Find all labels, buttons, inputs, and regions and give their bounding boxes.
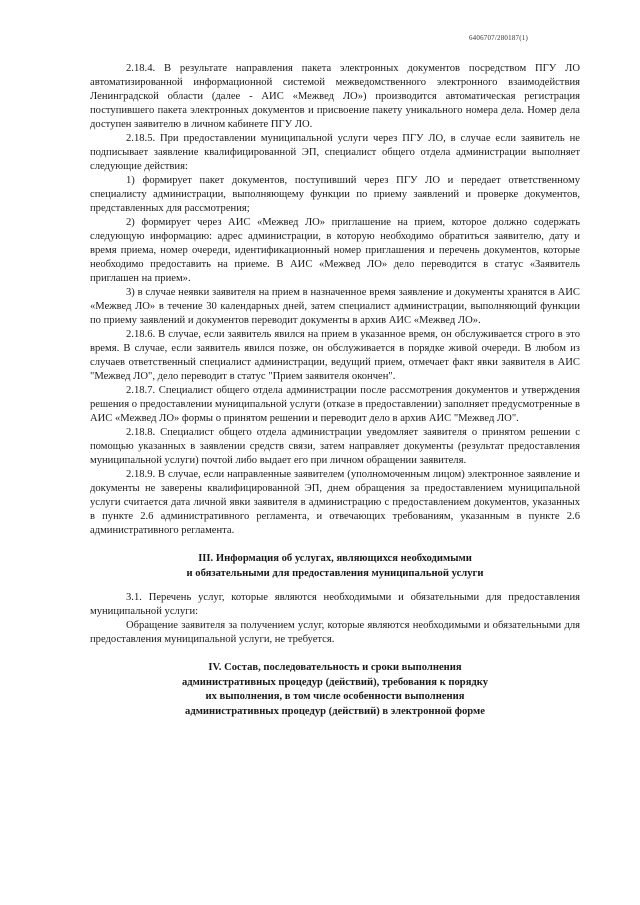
section-4-title-line: их выполнения, в том числе особенности выполнения [205, 691, 465, 702]
list-item-2: 2) формирует через АИС «Межвед ЛО» приглашение на прием, которое должно содержать следующую информацию: адрес администрации, в которую необходимо обратиться заявителю, дату и время приема, номер очереди, идентификационный номер приглашения и перечень документов, которые необходимо предоставить на приеме. В АИС «Межвед ЛО» дело переводится в статус «Заявитель приглашен на прием». [90, 217, 580, 284]
paragraph-2-18-4: 2.18.4. В результате направления пакета электронных документов посредством ПГУ ЛО автоматизированной информационной системой межведомственного электронного взаимодействия Ленинградской области (далее - АИС «Межвед ЛО») производится автоматическая регистрация поступившего пакета электронных документов и присвоение пакету уникального номера дела. Номер дела доступен заявителю в личном кабинете ПГУ ЛО. [90, 63, 580, 130]
paragraph-2-18-5: 2.18.5. При предоставлении муниципальной услуги через ПГУ ЛО, в случае если заявитель не подписывает заявление квалифицированной ЭП, специалист общего отдела администрации выполняет следующие действия: [90, 133, 580, 172]
paragraph-2-18-8: 2.18.8. Специалист общего отдела администрации уведомляет заявителя о принятом решении с помощью указанных в заявлении средств связи, затем направляет документы (результат предоставления муниципальной услуги) почтой либо выдает его при личном обращении заявителя. [90, 427, 580, 466]
section-4-title-line: IV. Состав, последовательность и сроки выполнения [208, 662, 462, 673]
paragraph-2-18-7: 2.18.7. Специалист общего отдела администрации после рассмотрения документов и утверждения решения о предоставлении муниципальной услуги (отказе в предоставлении) заполняет предусмотренные в АИС «Межвед ЛО» формы о принятом решении и переводит дело в архив АИС "Межвед ЛО". [90, 385, 580, 424]
section-4-title-line: административных процедур (действий), требования к порядку [181, 676, 489, 688]
list-item-1: 1) формирует пакет документов, поступивший через ПГУ ЛО и передает ответственному специалисту администрации, выполняющему функции по приему заявлений и проверке документов, представленных для рассмотрения; [90, 175, 580, 214]
paragraph-3-1-text: Обращение заявителя за получением услуг, которые являются необходимыми и обязательными для предоставления муниципальной услуги, не требуется. [90, 620, 580, 645]
section-4-title-line: административных процедур (действий) в электронной форме [185, 705, 485, 717]
paragraph-3-1: 3.1. Перечень услуг, которые являются необходимыми и обязательными для предоставления муниципальной услуги: [90, 592, 580, 617]
document-id: 6406707/280187(1) [468, 34, 528, 42]
section-3-title [90, 552, 580, 581]
document-body [90, 62, 580, 729]
list-item-3: 3) в случае неявки заявителя на прием в назначенное время заявление и документы хранятся в АИС «Межвед ЛО» в течение 30 календарных дней, затем специалист администрации, выполняющий функции по приему заявлений и документов переводит документы в архив АИС «Межвед ЛО». [90, 287, 580, 326]
section-4-title [90, 661, 580, 719]
section-3-title-line: и обязательными для предоставления муниципальной услуги [186, 567, 484, 579]
paragraph-2-18-9: 2.18.9. В случае, если направленные заявителем (уполномоченным лицом) электронное заявление и документы не заверены квалифицированной ЭП, днем обращения за предоставлением муниципальной услуги считается дата личной явки заявителя в администрацию с предоставлением документов, указанных в пункте 2.6 административного регламента, и отвечающих требованиям, указанным в пункте 2.6 административного регламента. [90, 469, 580, 536]
section-3-title-line: III. Информация об услугах, являющихся необходимыми [198, 553, 472, 564]
paragraph-2-18-6: 2.18.6. В случае, если заявитель явился на прием в указанное время, он обслуживается строго в это время. В случае, если заявитель явился позже, он обслуживается в порядке живой очереди. В любом из случаев ответственный специалист администрации, ведущий прием, отмечает факт явки заявителя в АИС "Межвед ЛО", дело переводит в статус "Прием заявителя окончен". [90, 329, 580, 382]
